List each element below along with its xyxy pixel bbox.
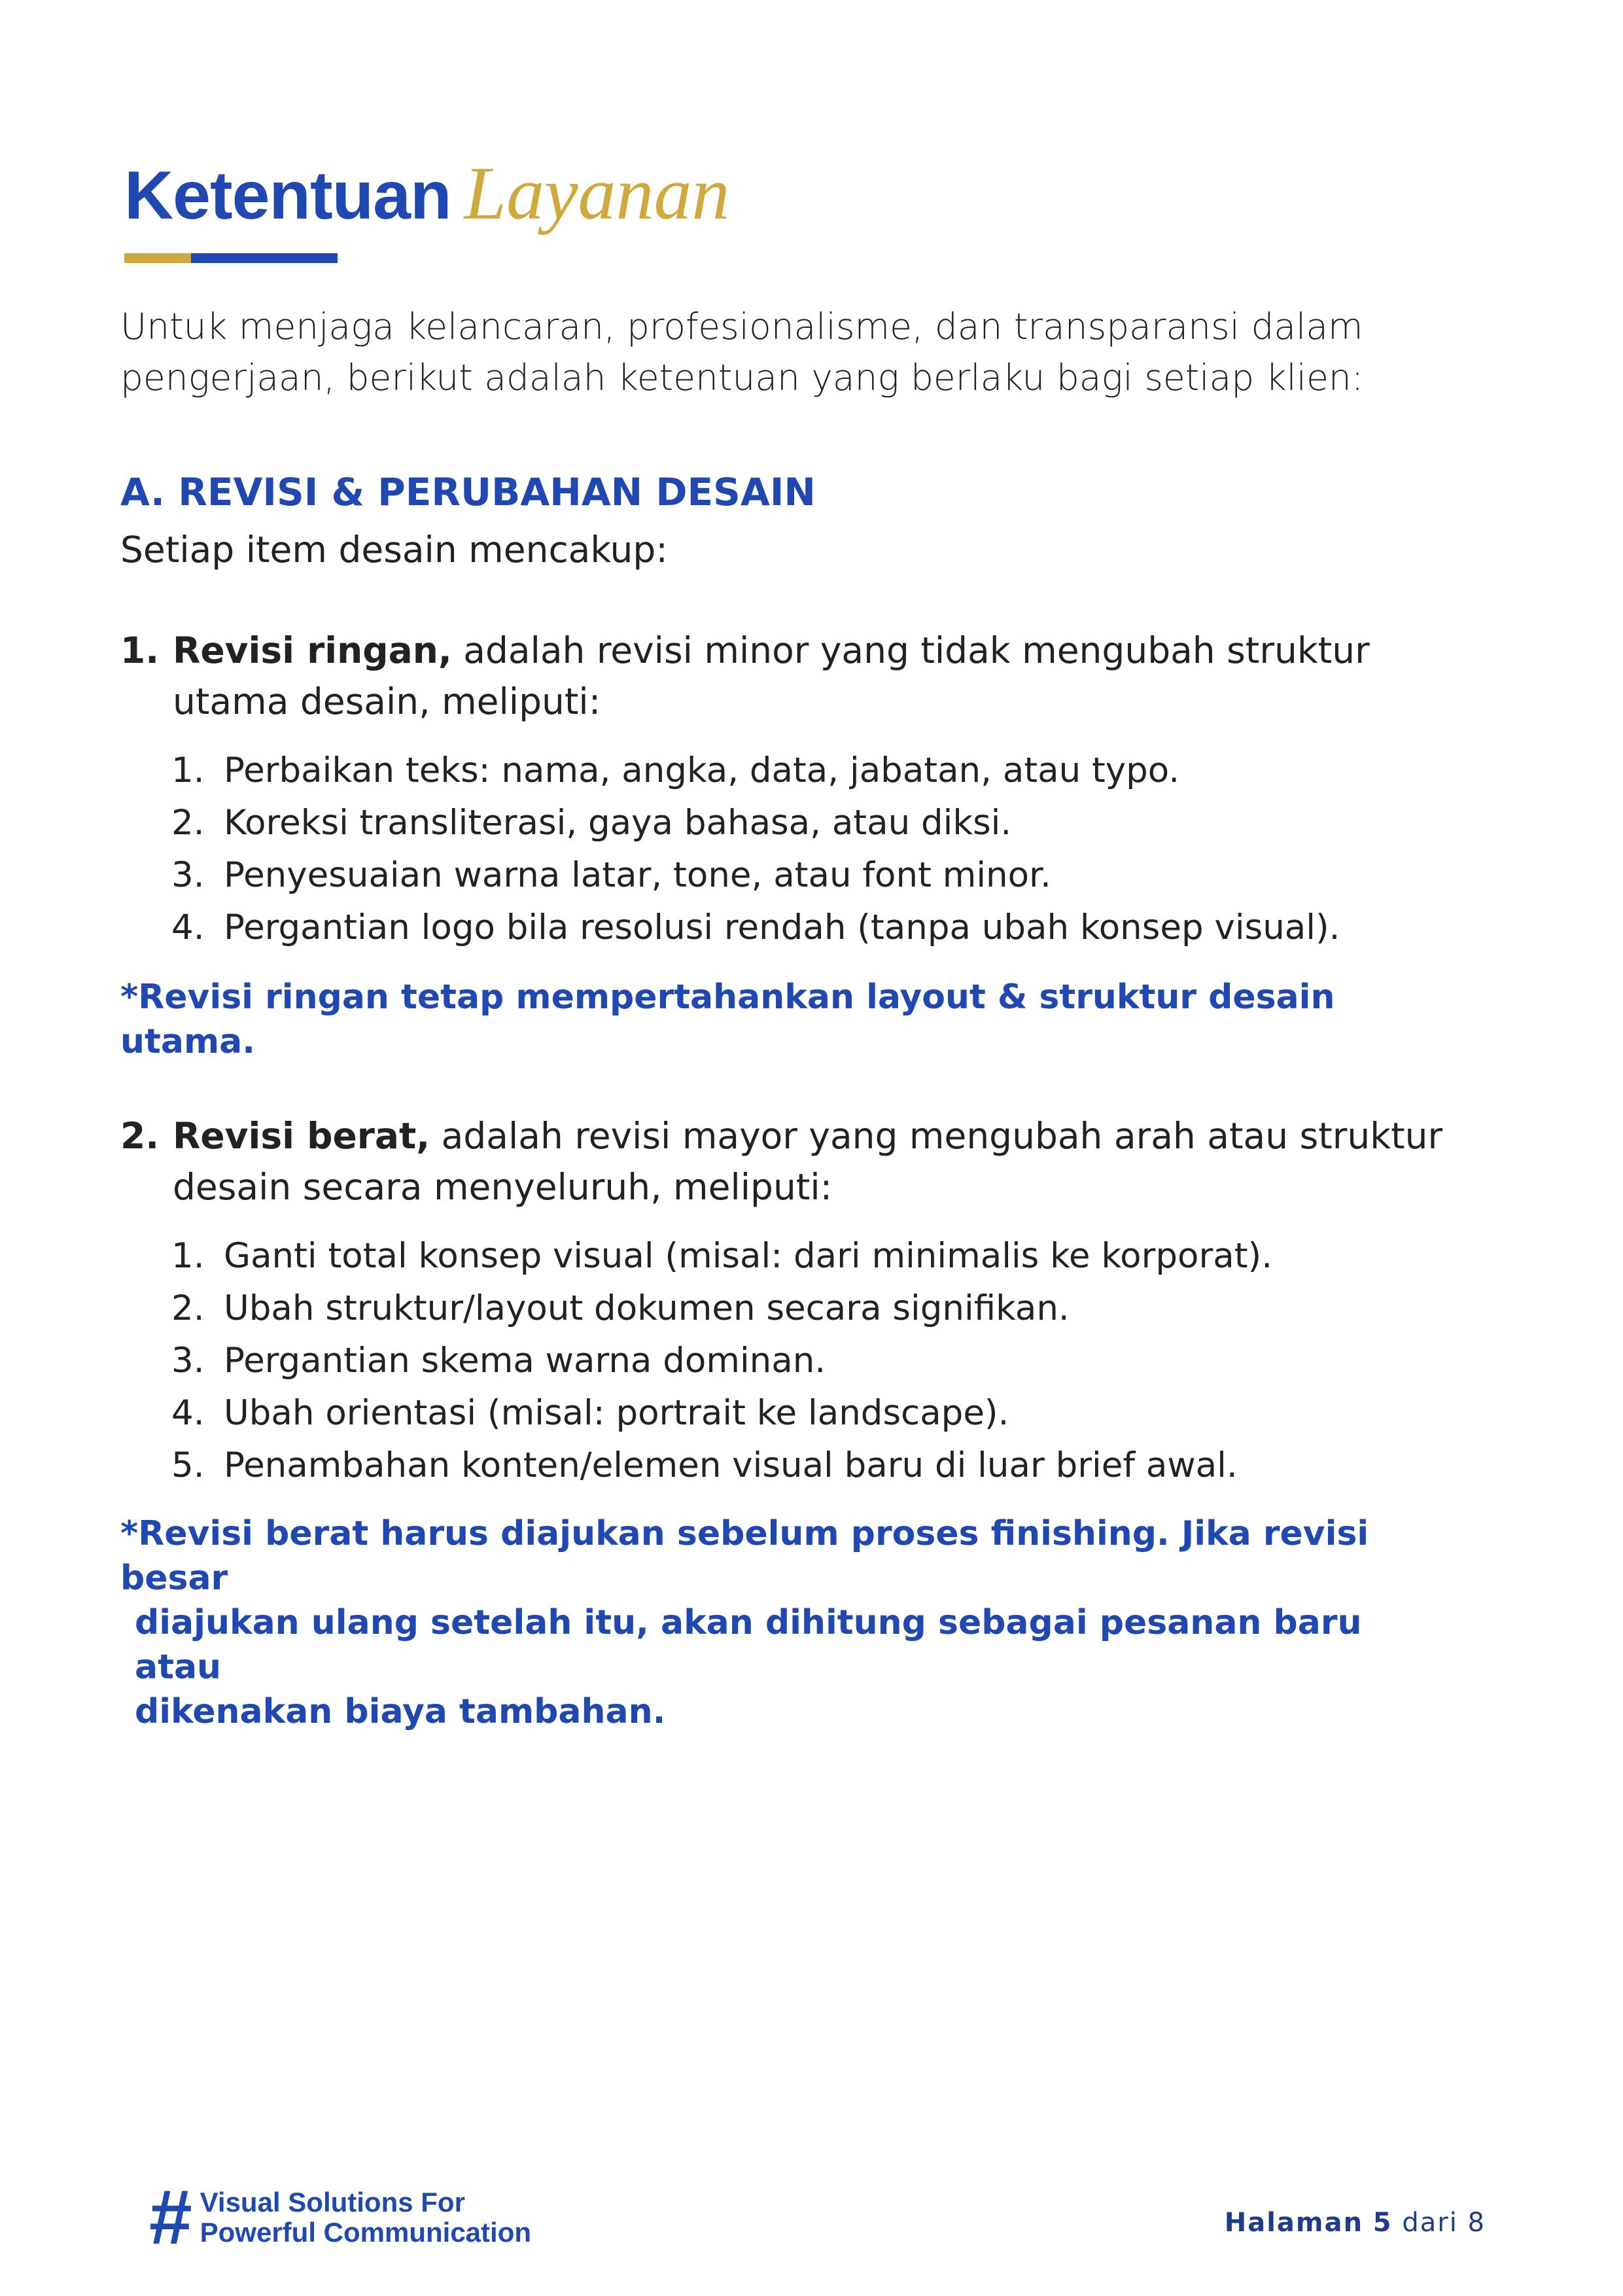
sublist-number: 2. [171, 1288, 205, 1328]
note-line: *Revisi berat harus diajukan sebelum proses finishing. Jika revisi besar [120, 1514, 1369, 1598]
page-current: 5 [1372, 2208, 1393, 2238]
intro-line: pengerjaan, berikut adalah ketentuan yang berlaku bagi setiap klien: [120, 357, 1364, 398]
tagline-line: Powerful Communication [200, 2217, 531, 2248]
sublist-item [171, 1387, 1272, 1439]
section-heading: A. REVISI & PERUBAHAN DESAIN [120, 470, 816, 514]
title-underline [124, 253, 338, 263]
intro-line: Untuk menjaga kelancaran, profesionalisme, dan transparansi dalam [120, 306, 1363, 347]
page-title [124, 152, 730, 236]
list-item-revisi-berat [120, 1110, 1494, 1212]
underline-gold [124, 253, 191, 263]
sublist-revisi-ringan [171, 745, 1340, 954]
sublist-item [171, 797, 1340, 849]
list-item-revisi-ringan [120, 625, 1494, 727]
sublist-number: 4. [171, 1393, 205, 1433]
item-text: adalah revisi minor yang tidak mengubah struktur [451, 629, 1370, 671]
sublist-number: 3. [171, 1341, 205, 1381]
sublist-text: Penyesuaian warna latar, tone, atau font minor. [224, 855, 1051, 895]
item-number: 1. [120, 629, 160, 671]
sublist-number: 1. [171, 751, 205, 790]
item-lead: Revisi berat, [173, 1115, 430, 1157]
item-text-line2: desain secara menyeluruh, meliputi: [173, 1166, 833, 1208]
sublist-number: 1. [171, 1236, 205, 1276]
hashtag-icon: # [149, 2174, 192, 2261]
note-revisi-berat [120, 1511, 1396, 1734]
note-revisi-ringan: *Revisi ringan tetap mempertahankan layout & struktur desain utama. [120, 978, 1335, 1061]
sublist-item [171, 1439, 1272, 1492]
item-text-line2: utama desain, meliputi: [173, 680, 601, 722]
page-label: Halaman [1224, 2208, 1364, 2238]
sublist-item [171, 902, 1340, 954]
page-total: 8 [1467, 2208, 1486, 2238]
page-number [1225, 2208, 1486, 2238]
sublist-item [171, 1230, 1272, 1282]
sublist-text: Ganti total konsep visual (misal: dari minimalis ke korporat). [224, 1236, 1273, 1276]
sublist-item [171, 1282, 1272, 1335]
note-line: dikenakan biaya tambahan. [135, 1692, 666, 1731]
sublist-number: 2. [171, 803, 205, 843]
title-main: Ketentuan [124, 158, 451, 234]
item-number: 2. [120, 1115, 160, 1157]
sublist-text: Ubah struktur/layout dokumen secara signifikan. [224, 1288, 1070, 1328]
item-lead: Revisi ringan, [173, 629, 452, 671]
page-of: dari [1402, 2208, 1458, 2238]
sublist-item [171, 849, 1340, 902]
sublist-text: Pergantian logo bila resolusi rendah (tanpa ubah konsep visual). [224, 908, 1340, 947]
sublist-number: 5. [171, 1445, 205, 1485]
sublist-item [171, 1335, 1272, 1387]
item-text: adalah revisi mayor yang mengubah arah atau struktur [430, 1115, 1443, 1157]
footer-brand [149, 2174, 531, 2261]
section-subheading: Setiap item desain mencakup: [120, 529, 668, 571]
footer-tagline [200, 2187, 531, 2248]
sublist-text: Penambahan konten/elemen visual baru di luar brief awal. [224, 1445, 1238, 1485]
sublist-revisi-berat [171, 1230, 1272, 1492]
title-accent: Layanan [464, 152, 730, 236]
underline-blue [191, 253, 338, 263]
tagline-line: Visual Solutions For [200, 2187, 465, 2217]
sublist-number: 3. [171, 855, 205, 895]
sublist-text: Pergantian skema warna dominan. [224, 1341, 826, 1381]
sublist-text: Ubah orientasi (misal: portrait ke landscape). [224, 1393, 1009, 1433]
sublist-text: Perbaikan teks: nama, angka, data, jabatan, atau typo. [224, 751, 1180, 790]
intro-paragraph [120, 301, 1527, 403]
sublist-item [171, 745, 1340, 797]
sublist-text: Koreksi transliterasi, gaya bahasa, atau diksi. [224, 803, 1012, 843]
sublist-number: 4. [171, 908, 205, 947]
note-line: diajukan ulang setelah itu, akan dihitung sebagai pesanan baru atau [135, 1603, 1362, 1687]
